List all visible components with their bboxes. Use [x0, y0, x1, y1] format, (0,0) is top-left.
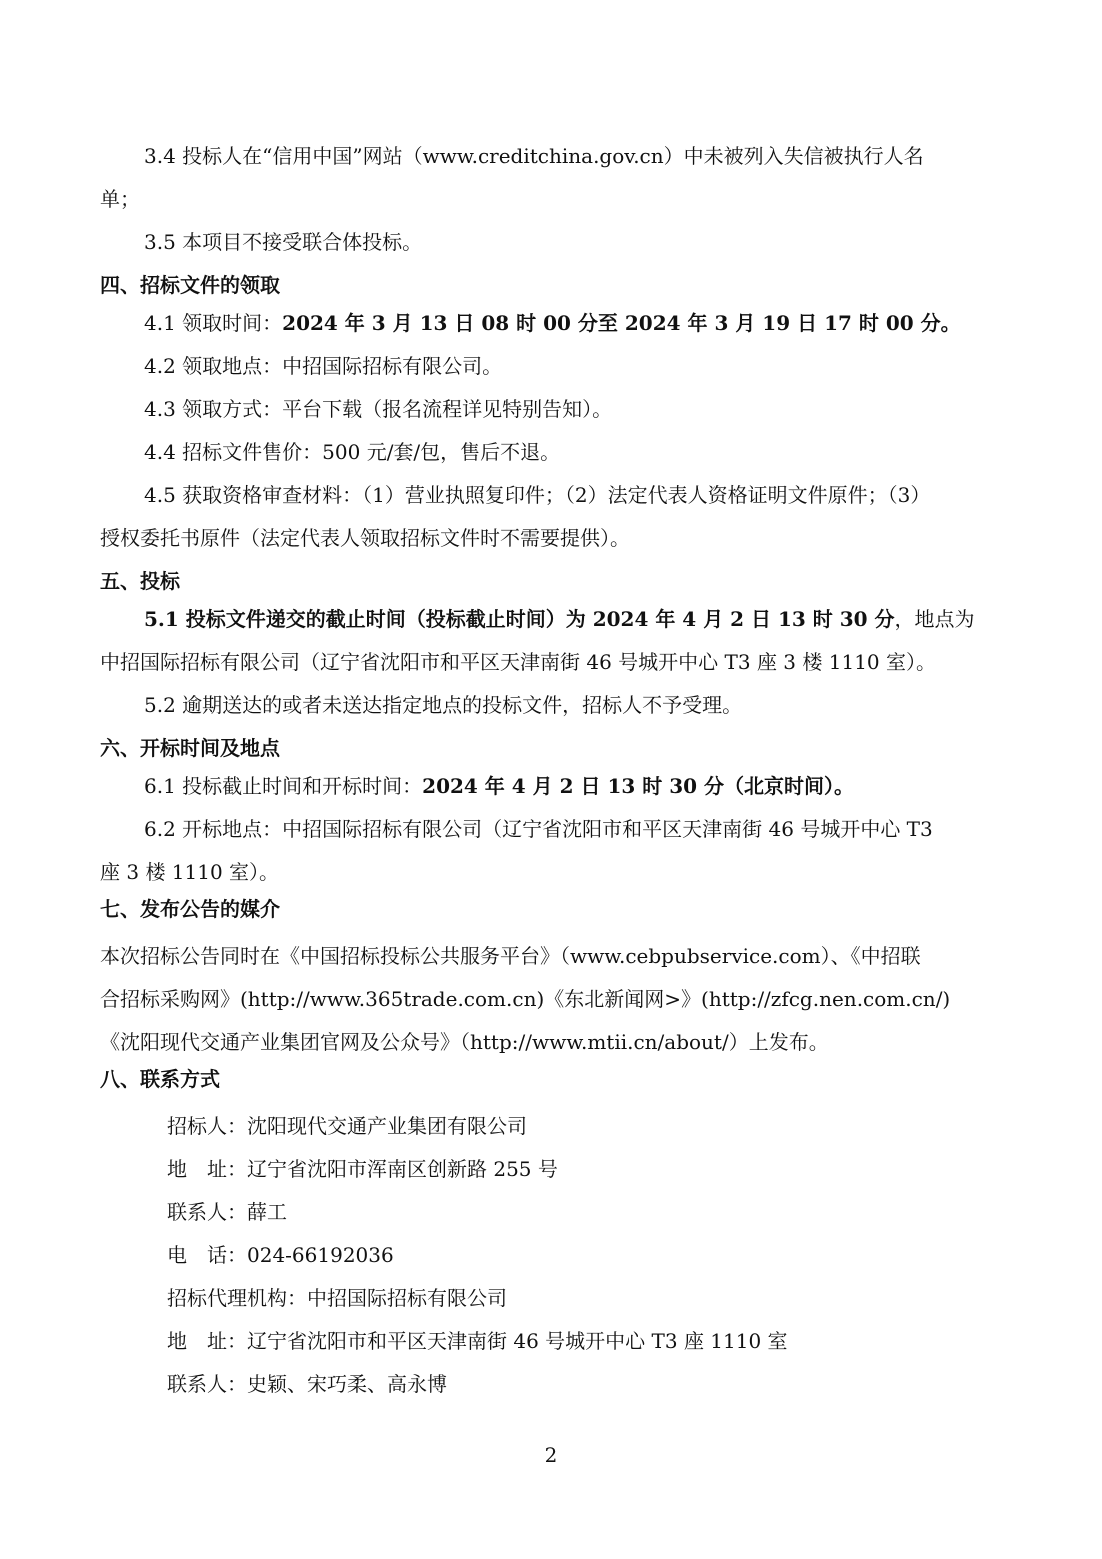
media-line1: 本次招标公告同时在《中国招标投标公共服务平台》（www.cebpubservice.com）、《中招联: [100, 944, 921, 968]
para-6-2-line1: 6.2 开标地点：中招国际招标有限公司（辽宁省沈阳市和平区天津南街 46 号城开中心 T3: [144, 817, 933, 841]
section-8-heading: 八、联系方式: [100, 1067, 220, 1091]
para-5-2: 5.2 逾期送达的或者未送达指定地点的投标文件，招标人不予受理。: [144, 693, 743, 717]
section-5-heading: 五、投标: [100, 569, 180, 593]
para-4-1-value: 2024 年 3 月 13 日 08 时 00 分至 2024 年 3 月 19 日 17 时 00 分。: [282, 311, 961, 335]
para-4-3: 4.3 领取方式：平台下载（报名流程详见特别告知）。: [144, 397, 613, 421]
para-3-5: 3.5 本项目不接受联合体投标。: [144, 230, 423, 254]
media-line3: 《沈阳现代交通产业集团官网及公众号》（http://www.mtii.cn/about/）上发布。: [100, 1030, 829, 1054]
contact-agency: 招标代理机构：中招国际招标有限公司: [167, 1286, 507, 1310]
page-number: 2: [544, 1443, 558, 1467]
para-5-1-deadline: 5.1 投标文件递交的截止时间（投标截止时间）为 2024 年 4 月 2 日 13 时 30 分: [144, 607, 895, 631]
para-5-1-line1: [144, 604, 1002, 634]
para-6-2-line2: 座 3 楼 1110 室）。: [100, 860, 280, 884]
para-4-2: 4.2 领取地点：中招国际招标有限公司。: [144, 354, 503, 378]
contact-address-1: 地 址：辽宁省沈阳市浑南区创新路 255 号: [167, 1157, 558, 1181]
contact-person-2: 联系人：史颖、宋巧柔、高永博: [167, 1372, 447, 1396]
para-5-1-line2: 中招国际招标有限公司（辽宁省沈阳市和平区天津南街 46 号城开中心 T3 座 3 楼 1110 室）。: [100, 650, 936, 674]
para-4-5-line1: 4.5 获取资格审查材料：（1）营业执照复印件；（2）法定代表人资格证明文件原件；（3）: [144, 483, 931, 507]
para-6-1-value: 2024 年 4 月 2 日 13 时 30 分（北京时间）。: [422, 774, 854, 798]
para-4-4: 4.4 招标文件售价：500 元/套/包，售后不退。: [144, 440, 561, 464]
para-6-1: [144, 771, 1002, 801]
media-line2: 合招标采购网》(http://www.365trade.com.cn)《东北新闻网>》(http://zfcg.nen.com.cn/): [100, 987, 951, 1011]
contact-phone: 电 话：024-66192036: [167, 1243, 394, 1267]
contact-person-1: 联系人：薛工: [167, 1200, 287, 1224]
contact-address-2: 地 址：辽宁省沈阳市和平区天津南街 46 号城开中心 T3 座 1110 室: [167, 1329, 788, 1353]
section-4-heading: 四、招标文件的领取: [100, 273, 280, 297]
para-3-4-line2: 单；: [100, 187, 140, 211]
para-6-1-label: 6.1 投标截止时间和开标时间：: [144, 774, 423, 798]
para-4-1: [144, 308, 1002, 338]
section-7-heading: 七、发布公告的媒介: [100, 897, 280, 921]
section-6-heading: 六、开标时间及地点: [100, 736, 280, 760]
contact-tenderer: 招标人：沈阳现代交通产业集团有限公司: [167, 1114, 527, 1138]
para-4-1-label: 4.1 领取时间：: [144, 311, 283, 335]
para-5-1-rest: ，地点为: [894, 607, 975, 631]
para-3-4-line1: 3.4 投标人在“信用中国”网站（www.creditchina.gov.cn）中未被列入失信被执行人名: [144, 144, 924, 168]
para-4-5-line2: 授权委托书原件（法定代表人领取招标文件时不需要提供）。: [100, 526, 630, 550]
